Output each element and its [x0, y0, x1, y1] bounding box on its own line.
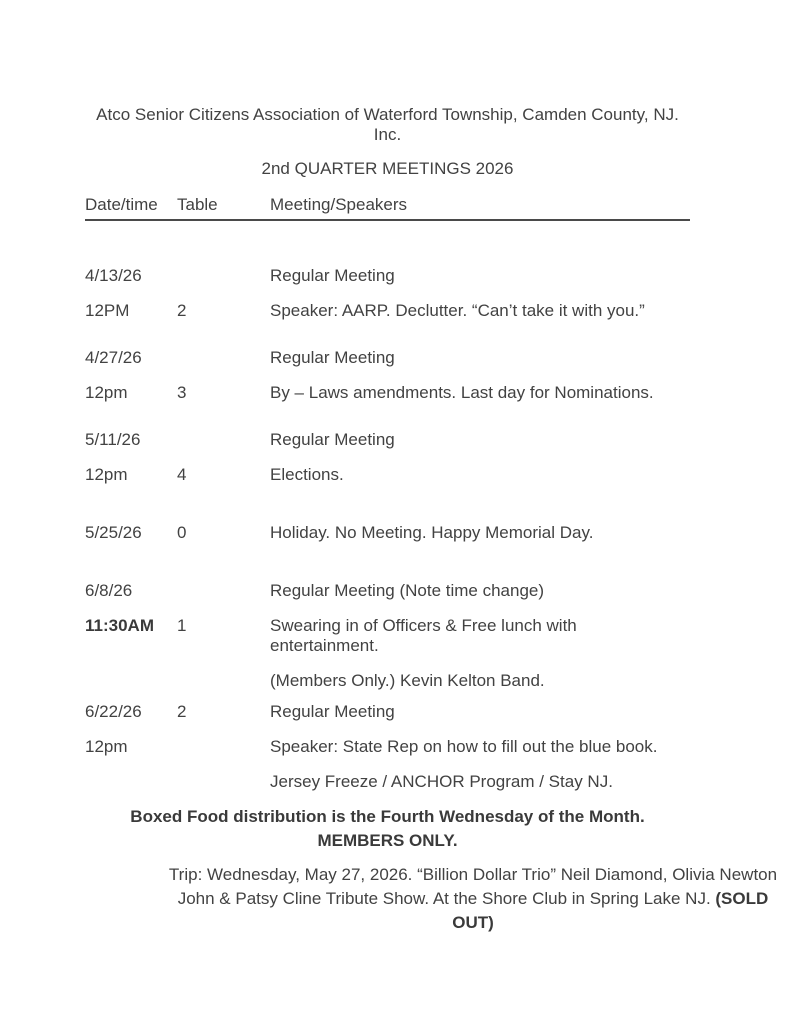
column-headers — [85, 195, 690, 215]
meeting-date: 5/25/26 — [85, 523, 142, 542]
meeting-table-number — [177, 266, 270, 286]
notice-members-only: MEMBERS ONLY. — [317, 831, 458, 850]
meeting-group — [85, 702, 690, 792]
meeting-row — [85, 671, 690, 691]
meeting-date: 5/11/26 — [85, 430, 141, 449]
meeting-row — [85, 737, 690, 757]
meeting-table-number — [177, 348, 270, 368]
meeting-table-number — [177, 581, 270, 601]
meeting-date: 4/27/26 — [85, 348, 142, 367]
meeting-description: Elections. — [270, 465, 344, 484]
meeting-row — [85, 266, 690, 286]
meeting-description: Regular Meeting — [270, 702, 395, 721]
page-title: Atco Senior Citizens Association of Waterford Township, Camden County, NJ. Inc. — [96, 105, 679, 144]
meeting-description: Regular Meeting — [270, 348, 395, 367]
column-header-date: Date/time — [85, 195, 158, 214]
meeting-date: 12pm — [85, 465, 128, 484]
meeting-date: 6/8/26 — [85, 581, 133, 600]
meeting-description: Regular Meeting (Note time change) — [270, 581, 545, 600]
notices-block — [85, 805, 690, 853]
meeting-description: Swearing in of Officers & Free lunch with entertainment. — [270, 616, 577, 655]
meeting-description: Speaker: State Rep on how to fill out the blue book. — [270, 737, 658, 756]
meeting-description: Regular Meeting — [270, 430, 395, 449]
meeting-row — [85, 772, 690, 792]
meeting-row — [85, 581, 690, 601]
header-divider — [85, 219, 690, 221]
meeting-table-number: 0 — [177, 523, 187, 542]
meeting-table-number: 3 — [177, 383, 187, 402]
meeting-date: 4/13/26 — [85, 266, 142, 285]
trip-note-text: Trip: Wednesday, May 27, 2026. “Billion Dollar Trio” Neil Diamond, Olivia Newton John & Patsy Cline Tribute Show. At the Shore Club in Spring Lake NJ. — [168, 865, 778, 908]
meeting-table-number: 2 — [177, 301, 187, 320]
meeting-description: Regular Meeting — [270, 266, 395, 285]
meeting-row — [85, 616, 690, 656]
meeting-table-number — [177, 772, 270, 792]
meeting-row — [85, 702, 690, 722]
meeting-row — [85, 430, 690, 450]
meeting-group — [85, 523, 690, 543]
meeting-row — [85, 348, 690, 368]
meeting-group — [85, 266, 690, 321]
meeting-table-number: 1 — [177, 616, 187, 635]
meeting-date — [85, 671, 177, 691]
meeting-description: By – Laws amendments. Last day for Nominations. — [270, 383, 654, 402]
trip-sold-out: (SOLD OUT) — [452, 889, 769, 932]
meeting-date: 12pm — [85, 383, 128, 402]
meeting-row — [85, 301, 690, 321]
meeting-table-number: 4 — [177, 465, 187, 484]
meeting-table-number — [177, 671, 270, 691]
meeting-date — [85, 772, 177, 792]
meeting-description: Jersey Freeze / ANCHOR Program / Stay NJ. — [270, 772, 613, 791]
meeting-description: Speaker: AARP. Declutter. “Can’t take it with you.” — [270, 301, 645, 320]
meeting-description: (Members Only.) Kevin Kelton Band. — [270, 671, 545, 690]
meeting-row — [85, 523, 690, 543]
meeting-date: 12PM — [85, 301, 130, 320]
meeting-date: 6/22/26 — [85, 702, 142, 721]
meeting-group — [85, 348, 690, 403]
trip-note — [165, 863, 781, 935]
meeting-row — [85, 465, 690, 485]
schedule-body — [85, 266, 690, 792]
meeting-row — [85, 383, 690, 403]
meeting-date: 11:30AM — [85, 616, 154, 635]
meeting-table-number — [177, 430, 270, 450]
meeting-table-number: 2 — [177, 702, 187, 721]
meeting-table-number — [177, 737, 270, 757]
column-header-table: Table — [177, 195, 218, 214]
meeting-group — [85, 581, 690, 691]
page-subtitle: 2nd QUARTER MEETINGS 2026 — [261, 159, 514, 178]
meeting-description: Holiday. No Meeting. Happy Memorial Day. — [270, 523, 594, 542]
column-header-meeting: Meeting/Speakers — [270, 195, 408, 214]
meeting-date: 12pm — [85, 737, 128, 756]
meeting-group — [85, 430, 690, 485]
notice-boxed-food: Boxed Food distribution is the Fourth Wednesday of the Month. — [130, 807, 645, 826]
